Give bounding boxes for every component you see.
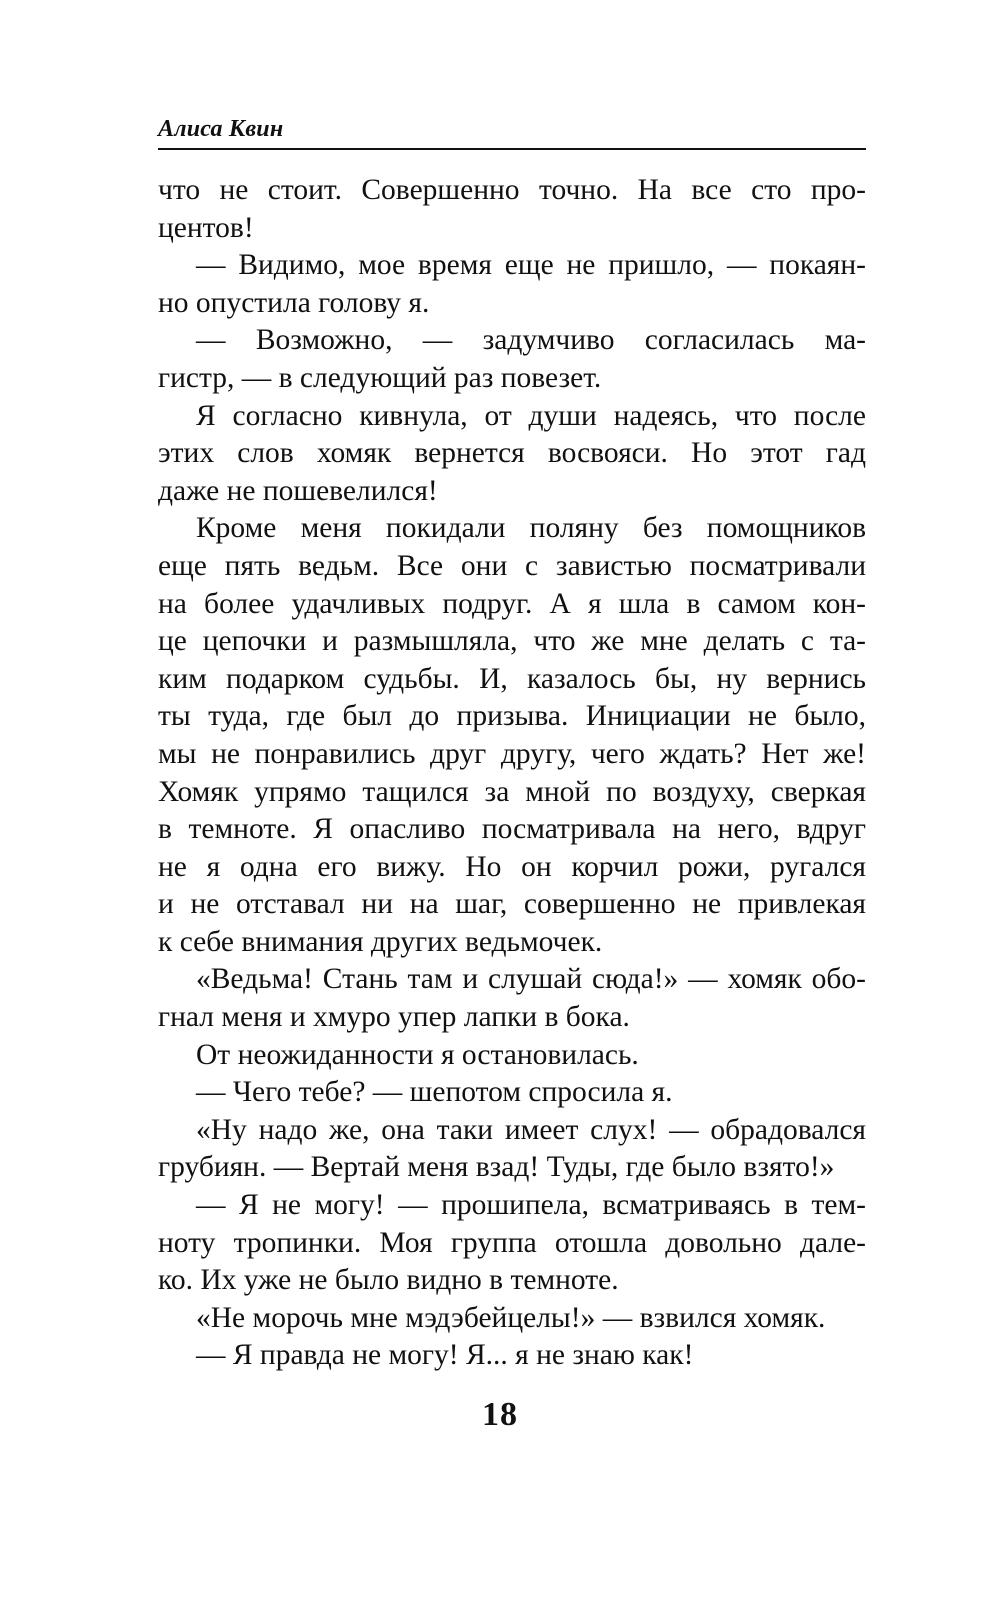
text-line: и не отставал ни на шаг, совершенно не привлекая	[158, 888, 866, 921]
text-line: «Ведьма! Стань там и слушай сюда!» — хомяк обо-	[196, 963, 866, 996]
text-body	[158, 172, 866, 1375]
text-line: не я одна его вижу. Но он корчил рожи, ругался	[158, 850, 866, 883]
text-line: в темноте. Я опасливо посматривала на него, вдруг	[158, 813, 866, 846]
text-line: центов!	[158, 211, 254, 244]
text-line: на более удачливых подруг. А я шла в самом кон-	[158, 587, 866, 620]
text-line: ко. Их уже не было видно в темноте.	[158, 1264, 619, 1297]
author-name: Алиса Квин	[158, 116, 284, 142]
text-line: Хомяк упрямо тащился за мной по воздуху, сверкая	[158, 775, 866, 808]
text-line: — Я правда не могу! Я... я не знаю как!	[196, 1339, 694, 1372]
text-line: еще пять ведьм. Все они с завистью посматривали	[158, 549, 866, 582]
text-line: — Я не могу! — прошипела, всматриваясь в тем-	[196, 1189, 866, 1222]
text-line: грубиян. — Вертай меня взад! Туды, где было взято!»	[158, 1151, 835, 1184]
text-line: мы не понравились друг другу, чего ждать? Нет же!	[158, 737, 866, 770]
text-line: даже не пошевелился!	[158, 474, 438, 507]
text-line: ноту тропинки. Моя группа отошла довольно дале-	[158, 1226, 866, 1259]
text-line: что не стоит. Совершенно точно. На все сто про-	[158, 174, 866, 206]
text-line: — Возможно, — задумчиво согласилась ма-	[196, 324, 866, 357]
text-line: — Чего тебе? — шепотом спросила я.	[196, 1076, 673, 1109]
text-line: гистр, — в следующий раз повезет.	[158, 361, 602, 394]
text-line: ким подарком судьбы. И, казалось бы, ну вернись	[158, 662, 866, 695]
text-line: це цепочки и размышляла, что же мне делать с та-	[158, 625, 866, 658]
text-line: этих слов хомяк вернется восвояси. Но этот гад	[158, 437, 866, 470]
text-line: От неожиданности я остановилась.	[196, 1038, 639, 1071]
text-line: ты туда, где был до призыва. Инициации не было,	[158, 700, 866, 733]
running-head	[158, 114, 866, 150]
text-line: «Не морочь мне мэдэбейцелы!» — взвился хомяк.	[196, 1301, 826, 1334]
text-line: Кроме меня покидали поляну без помощников	[196, 512, 866, 545]
page-number: 18	[482, 1396, 518, 1433]
text-line: к себе внимания других ведьмочек.	[158, 925, 603, 958]
text-line: Я согласно кивнула, от души надеясь, что после	[196, 399, 866, 432]
text-line: но опустила голову я.	[158, 286, 430, 319]
text-line: гнал меня и хмуро упер лапки в бока.	[158, 1001, 630, 1034]
text-line: — Видимо, мое время еще не пришло, — покаян-	[196, 249, 866, 282]
text-line: «Ну надо же, она таки имеет слух! — обрадовался	[196, 1113, 866, 1146]
